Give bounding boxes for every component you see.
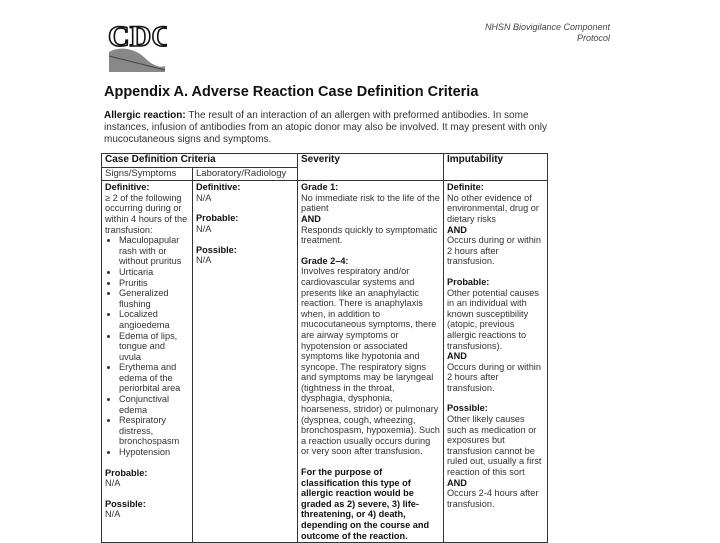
grade1-text: No immediate risk to the life of the patient — [301, 192, 440, 214]
probable-text-2: Occurs during or within 2 hours after transfusion. — [447, 361, 541, 393]
header-line-2: Protocol — [576, 33, 610, 43]
signs-cell — [102, 181, 193, 543]
cdc-logo — [105, 12, 167, 72]
list-item: • Urticaria — [119, 267, 189, 278]
list-item: • Edema of lips, tongue and uvula — [119, 331, 189, 363]
imputability-and-1: AND — [447, 224, 467, 235]
probable-label: Probable: — [447, 276, 490, 287]
list-item: • Generalized flushing — [119, 288, 189, 309]
intro-text: The result of an interaction of an allergen with preformed antibodies. In some instances, infusion of antibodies from an atopic donor may also be involved. It may present with only mucocutaneous signs and symptoms. — [104, 110, 548, 145]
header-criteria: Case Definition Criteria — [102, 154, 298, 168]
subheader-signs: Signs/Symptoms — [102, 167, 193, 181]
signs-definitive-label: Definitive: — [105, 182, 150, 193]
definite-label: Definite: — [447, 182, 484, 193]
possible-text-2: Occurs 2-4 hours after transfusion. — [447, 488, 539, 509]
signs-definitive-text: ≥ 2 of the following occurring during or within 4 hours of the transfusion: — [105, 192, 188, 235]
lab-definitive-value: N/A — [196, 192, 212, 203]
list-item: • Localized angioedema — [119, 309, 189, 330]
lab-possible-value: N/A — [196, 255, 212, 266]
signs-probable-label: Probable: — [105, 467, 148, 478]
definite-text-2: Occurs during or within 2 hours after transfusion. — [447, 235, 541, 267]
definite-text: No other evidence of environmental, drug or dietary risks — [447, 192, 539, 224]
signs-possible-label: Possible: — [105, 498, 146, 509]
grade24-label: Grade 2–4: — [301, 255, 349, 266]
probable-text: Other potential causes in an individual with known susceptibility (atopic, previous allergic reactions to transfusions). — [447, 287, 539, 351]
possible-text: Other likely causes such as medication or exposures but transfusion cannot be ruled out, usually a first reaction of this sort — [447, 414, 542, 478]
signs-possible-value: N/A — [105, 509, 121, 520]
list-item: • Hypotension — [119, 447, 189, 458]
imputability-and-3: AND — [447, 477, 467, 488]
signs-list — [105, 235, 189, 457]
lab-probable-value: N/A — [196, 223, 212, 234]
lab-cell — [193, 181, 298, 543]
criteria-table — [101, 153, 548, 543]
header-severity: Severity — [298, 154, 444, 181]
possible-label: Possible: — [447, 403, 488, 414]
severity-cell — [298, 181, 444, 543]
list-item: • Erythema and edema of the periorbital area — [119, 362, 189, 394]
severity-and: AND — [301, 213, 321, 224]
list-item: • Conjunctival edema — [119, 394, 189, 415]
intro-term: Allergic reaction: — [104, 110, 186, 121]
subheader-lab: Laboratory/Radiology — [193, 167, 298, 181]
header-imputability: Imputability — [444, 154, 548, 181]
lab-definitive-label: Definitive: — [196, 182, 241, 193]
list-item: • Pruritis — [119, 278, 189, 289]
list-item: • Maculopapular rash with or without pruritus — [119, 235, 189, 267]
lab-possible-label: Possible: — [196, 244, 237, 255]
grade24-text: Involves respiratory and/or cardiovascular systems and presents like an anaphylactic reaction. There is anaphylaxis when, in addition to mucocutaneous symptoms, there are airway symptoms or hypotension or associated symptoms like hypotonia and syncope. The respiratory signs and symptoms may be laryngeal (tightness in the throat, dysphagia, dysphonia, hoarseness, stridor) or pulmonary (dyspnea, cough, wheezing, bronchospasm, hypoxemia). Such a reaction usually occurs during or very soon after transfusion. — [301, 266, 440, 457]
svg-text:CDC: CDC — [108, 20, 167, 53]
imputability-cell — [444, 181, 548, 543]
intro-paragraph — [104, 110, 564, 146]
list-item: • Respiratory distress, bronchospasm — [119, 415, 189, 447]
imputability-and-2: AND — [447, 351, 467, 362]
grade1-text-2: Responds quickly to symptomatic treatment. — [301, 224, 438, 246]
document-header — [420, 22, 610, 44]
grade1-label: Grade 1: — [301, 182, 339, 193]
classification-note: For the purpose of classification this type of allergic reaction would be graded as 2) severe, 3) life-threatening, or 4) death, depending on the course and outcome of the reaction. — [301, 467, 430, 541]
signs-probable-value: N/A — [105, 478, 121, 489]
header-line-1: NHSN Biovigilance Component — [484, 22, 610, 32]
page-title: Appendix A. Adverse Reaction Case Definition Criteria — [104, 84, 479, 100]
lab-probable-label: Probable: — [196, 213, 239, 224]
